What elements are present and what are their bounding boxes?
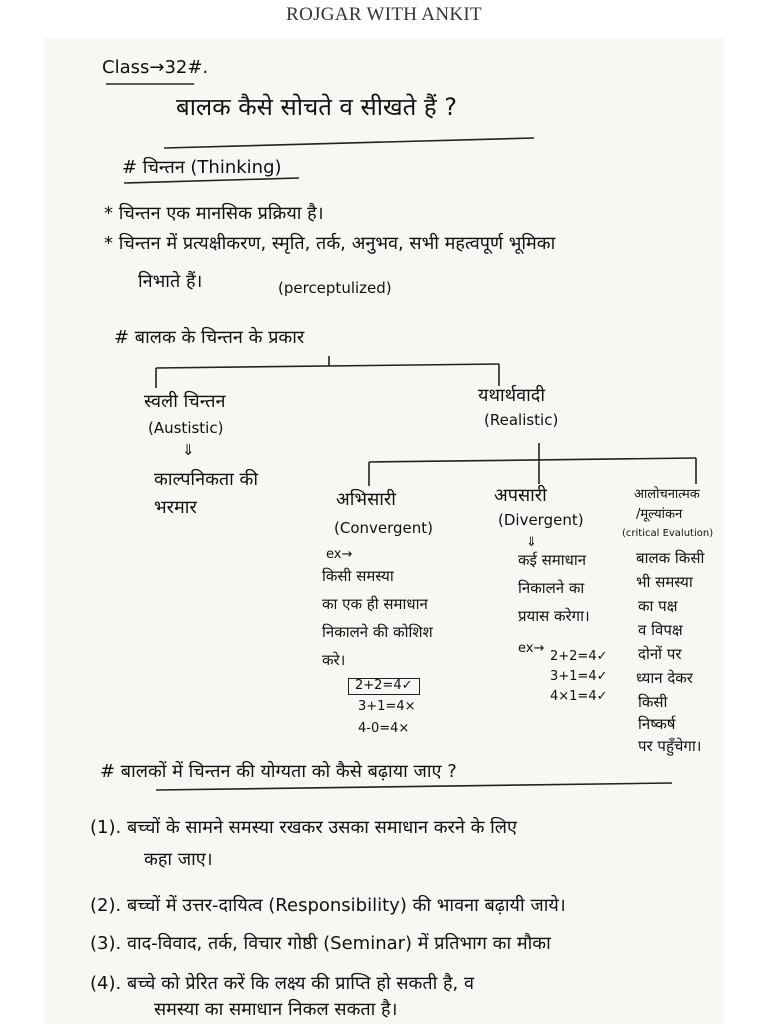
improve-item-1: (1). बच्चों के सामने समस्या रखकर उसका समाधान करने के लिए xyxy=(90,817,517,838)
autistic-label: स्वली चिन्तन xyxy=(144,391,226,412)
critical-desc-1: बालक किसी xyxy=(636,549,705,567)
divergent-english: (Divergent) xyxy=(498,511,584,529)
thinking-point-2: * चिन्तन में प्रत्यक्षीकरण, स्मृति, तर्क, अनुभव, सभी महत्वपूर्ण भूमिका xyxy=(104,233,556,254)
divergent-label: अपसारी xyxy=(494,485,547,506)
convergent-example-3: 4-0=4× xyxy=(358,721,410,736)
critical-desc-3: का पक्ष xyxy=(638,597,678,615)
divergent-desc-2: निकालने का xyxy=(518,579,585,597)
convergent-ex: ex→ xyxy=(326,547,353,562)
critical-desc-9: पर पहुँचेगा। xyxy=(638,737,702,755)
realistic-label: यथार्थवादी xyxy=(478,385,545,406)
improve-item-4-cont: समस्या का समाधान निकल सकता है। xyxy=(154,999,398,1020)
critical-desc-4: व विपक्ष xyxy=(638,621,683,639)
thinking-point-2-cont: निभाते हैं। xyxy=(138,271,203,292)
divergent-example-3: 4×1=4✓ xyxy=(550,689,608,704)
convergent-english: (Convergent) xyxy=(334,519,434,537)
convergent-label: अभिसारी xyxy=(336,489,396,510)
down-arrow-icon: ⇓ xyxy=(182,441,195,459)
improve-thinking-heading: # बालकों में चिन्तन की योग्यता को कैसे बढ़ाया जाए ? xyxy=(100,761,457,782)
critical-desc-6: ध्यान देकर xyxy=(636,669,693,687)
divergent-desc-1: कई समाधान xyxy=(518,551,587,569)
critical-desc-7: किसी xyxy=(638,693,668,711)
convergent-desc-3: निकालने की कोशिश xyxy=(322,623,433,641)
autistic-desc-2: भरमार xyxy=(154,497,197,518)
convergent-desc-4: करे। xyxy=(322,651,346,669)
types-heading: # बालक के चिन्तन के प्रकार xyxy=(114,327,305,348)
convergent-example-1: 2+2=4✓ xyxy=(348,678,420,695)
divergent-desc-3: प्रयास करेगा। xyxy=(518,607,590,625)
divergent-example-1: 2+2=4✓ xyxy=(550,649,608,664)
convergent-example-2: 3+1=4× xyxy=(358,699,416,714)
thinking-point-1: * चिन्तन एक मानसिक प्रक्रिया है। xyxy=(104,203,324,224)
divergent-ex: ex→ xyxy=(518,641,545,656)
page-header: ROJGAR WITH ANKIT xyxy=(286,4,482,25)
critical-desc-8: निष्कर्ष xyxy=(638,715,676,733)
improve-item-1-cont: कहा जाए। xyxy=(144,849,213,870)
thinking-heading: # चिन्तन (Thinking) xyxy=(122,157,282,178)
critical-label-2: /मूल्यांकन xyxy=(636,507,683,522)
improve-item-2: (2). बच्चों में उत्तर-दायित्व (Responsibility) की भावना बढ़ायी जाये। xyxy=(90,895,566,916)
improve-item-4: (4). बच्चे को प्रेरित करें कि लक्ष्य की प्राप्ति हो सकती है, व xyxy=(90,973,474,994)
perceptulized-note: (perceptulized) xyxy=(278,279,392,297)
realistic-english: (Realistic) xyxy=(484,411,559,429)
critical-label: आलोचनात्मक xyxy=(634,487,700,502)
critical-english: (critical Evalution) xyxy=(622,528,714,539)
page-title: बालक कैसे सोचते व सीखते हैं ? xyxy=(176,93,457,121)
divergent-example-2: 3+1=4✓ xyxy=(550,669,608,684)
divergent-arrow-icon: ⇓ xyxy=(526,535,537,550)
notebook-page xyxy=(44,38,724,1024)
improve-item-3: (3). वाद-विवाद, तर्क, विचार गोष्ठी (Seminar) में प्रतिभाग का मौका xyxy=(90,933,551,954)
convergent-desc-1: किसी समस्या xyxy=(322,567,394,585)
critical-desc-2: भी समस्या xyxy=(636,573,693,591)
convergent-desc-2: का एक ही समाधान xyxy=(322,595,428,613)
autistic-english: (Austistic) xyxy=(148,419,224,437)
critical-desc-5: दोनों पर xyxy=(638,645,682,663)
autistic-desc-1: काल्पनिकता की xyxy=(154,469,259,490)
class-label: Class→32#. xyxy=(102,57,209,78)
